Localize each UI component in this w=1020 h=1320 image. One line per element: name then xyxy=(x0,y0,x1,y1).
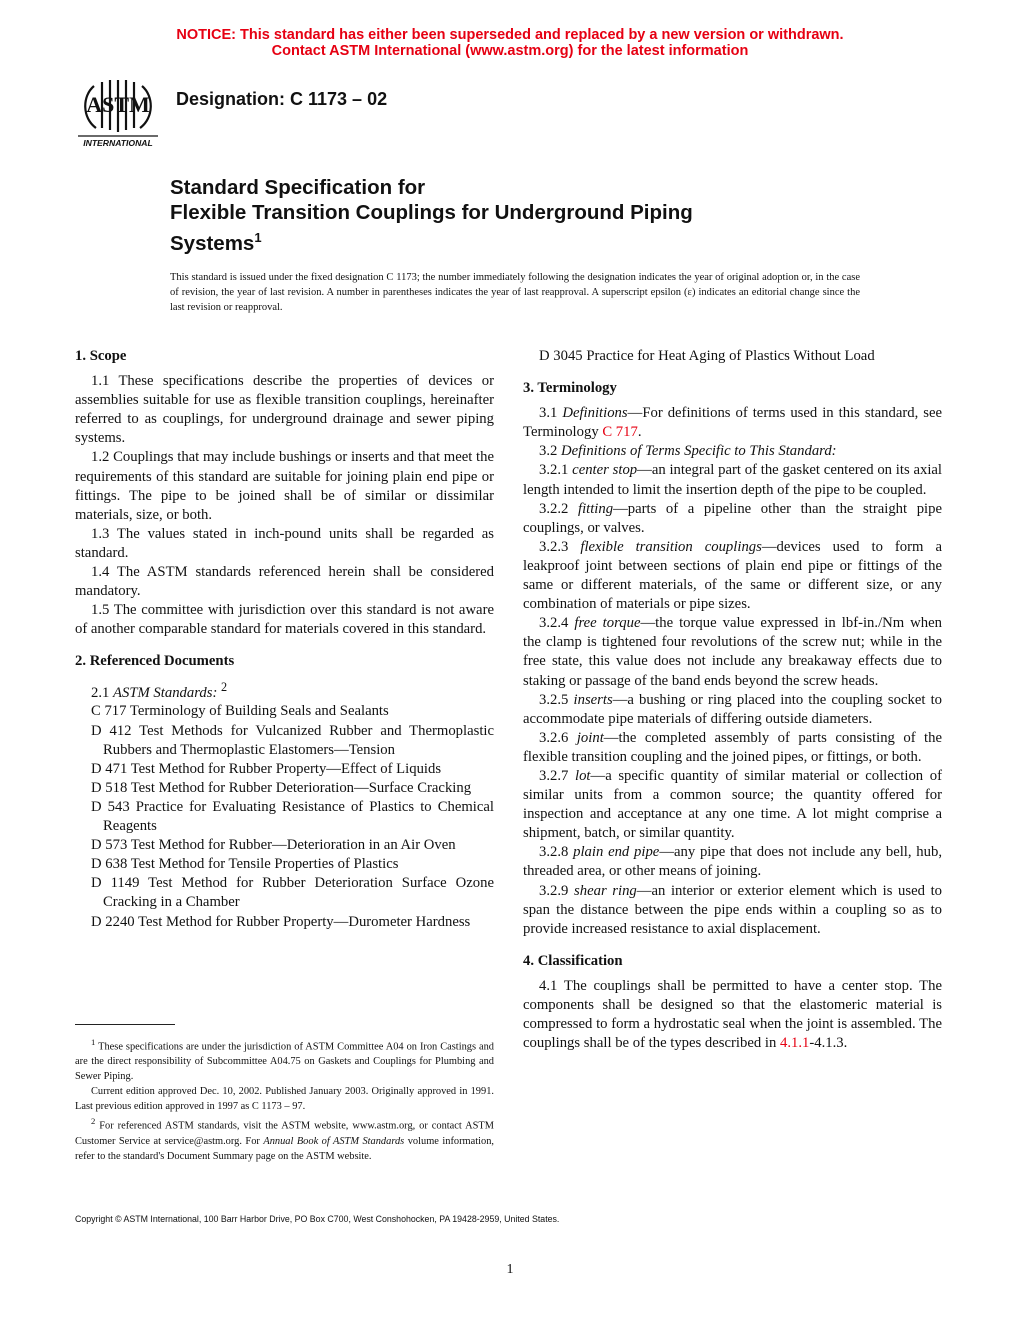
ref-d3045: D 3045 Practice for Heat Aging of Plastics Without Load xyxy=(539,348,875,364)
scope-1-3: 1.3 The values stated in inch-pound units shall be regarded as standard. xyxy=(75,525,494,561)
left-column xyxy=(75,347,494,932)
ref-d1149: D 1149 Test Method for Rubber Deterioration Surface Ozone Cracking in a Chamber xyxy=(91,875,494,911)
scope-1-2: 1.2 Couplings that may include bushings or inserts and that meet the requirements of this standard are suitable for joining plain end pipe or fittings. The pipe to be joined shall be of similar or dissimilar materials, size, or both. xyxy=(75,449,494,523)
ref-d518: D 518 Test Method for Rubber Deterioration—Surface Cracking xyxy=(91,779,472,796)
footnote-1-edition: Current edition approved Dec. 10, 2002. Published January 2003. Originally approved in 1991. Last previous edition approved in 1997 as C 1173 – 97. xyxy=(75,1085,494,1112)
document-title xyxy=(170,175,693,256)
ref-d2240: D 2240 Test Method for Rubber Property—Durometer Hardness xyxy=(91,913,471,930)
def-lot: 3.2.7 lot—a specific quantity of similar material or collection of similar units from a common source; the quantity offered for inspection and acceptance at any one time. A lot might comprise a shipment, batch, or similar quantity. xyxy=(523,767,942,842)
ref-d638: D 638 Test Method for Tensile Properties of Plastics xyxy=(91,856,399,873)
notice-line-2: Contact ASTM International (www.astm.org) for the latest information xyxy=(271,43,749,59)
footnotes xyxy=(75,1035,494,1164)
def-fitting: 3.2.2 fitting—parts of a pipeline other than the straight pipe couplings, or valves. xyxy=(523,500,942,536)
term-3-2: 3.2 Definitions of Terms Specific to This Standard: xyxy=(539,443,837,460)
designation: Designation: C 1173 – 02 xyxy=(176,89,388,109)
astm-logo xyxy=(74,76,162,150)
def-inserts: 3.2.5 inserts—a bushing or ring placed into the coupling socket to accommodate pipe materials of differing outside diameters. xyxy=(523,691,942,727)
def-shear-ring: 3.2.9 shear ring—an interior or exterior element which is used to span the distance between the pipe ends within a coupling so as to provide increased resistance to axial displacement. xyxy=(523,882,943,937)
scope-1-4: 1.4 The ASTM standards referenced herein shall be considered mandatory. xyxy=(75,564,494,600)
link-c717[interactable]: C 717 xyxy=(602,424,638,441)
notice-banner xyxy=(0,27,1020,59)
ref-d543: D 543 Practice for Evaluating Resistance of Plastics to Chemical Reagents xyxy=(91,798,494,835)
scope-1-1: 1.1 These specifications describe the properties of devices or assemblies suitable for use as flexible transition couplings, hereinafter referred to as couplings, for underground drainage and sewer piping systems. xyxy=(75,373,494,447)
def-center-stop: 3.2.1 center stop—an integral part of the gasket centered on its axial length intended to limit the insertion depth of the pipe to be coupled. xyxy=(523,462,942,498)
title-line-1: Standard Specification for xyxy=(170,176,426,199)
ref-d573: D 573 Test Method for Rubber—Deterioration in an Air Oven xyxy=(91,837,456,854)
footnote-1: $^1$ These specifications are under the jurisdiction of ASTM Committee A04 on Iron Castings and are the direct responsibility of Subcommittee A04.75 on Gaskets and Couplings for Plumbing and Sewer Piping. xyxy=(75,1037,494,1083)
def-joint: 3.2.6 joint—the completed assembly of parts consisting of the flexible transition coupling and the joined pipes, or fittings, or both. xyxy=(523,729,943,765)
def-plain-end-pipe: 3.2.8 plain end pipe—any pipe that does not include any bell, hub, threaded area, or other means of joining. xyxy=(523,844,943,880)
term-3-1: 3.1 Definitions—For definitions of terms used in this standard, see Terminology C 717. xyxy=(523,405,943,441)
right-column xyxy=(523,347,942,1053)
title-line-3: Systems$^1$ xyxy=(170,230,262,255)
title-line-2: Flexible Transition Couplings for Underground Piping xyxy=(170,201,693,224)
ref-d412: D 412 Test Methods for Vulcanized Rubber and Thermoplastic Rubbers and Thermoplastic Elastomers—Tension xyxy=(91,722,494,758)
classification-4-1: 4.1 The couplings shall be permitted to have a center stop. The components shall be designed so that the elastomeric material is compressed to form a hydrostatic seal when the joint is assembled. The couplings shall be of the types described in 4.1.1-4.1.3. xyxy=(523,977,942,1052)
def-flexible-transition-couplings: 3.2.3 flexible transition couplings—devices used to form a leakproof joint between sections of plain end pipe or fittings of the same or different materials, of the same or different size, or any combination of materials or pipe sizes. xyxy=(523,538,942,613)
intro-paragraph: This standard is issued under the fixed designation C 1173; the number immediately following the designation indicates the year of original adoption or, in the case of revision, the year of last revision. A number in parentheses indicates the year of last reapproval. A superscript epsilon (ε) indicates an editorial change since the last revision or reapproval. xyxy=(170,272,860,313)
footnote-2: $^2$ For referenced ASTM standards, visit the ASTM website, www.astm.org, or contact ASTM Customer Service at service@astm.org. For Annual Book of ASTM Standards volume information, refer to the standard's Document Summary page on the ASTM website. xyxy=(75,1116,495,1162)
footnote-divider xyxy=(75,1024,175,1025)
ref-c717: C 717 Terminology of Building Seals and Sealants xyxy=(91,703,389,720)
def-free-torque: 3.2.4 free torque—the torque value expressed in lbf-in./Nm when the clamp is tightened four revolutions of the screw nut; while in the free state, this value does not include any breakaway effects due to staking or passage of the band ends beyond the screw heads. xyxy=(523,615,942,689)
ref-d471: D 471 Test Method for Rubber Property—Effect of Liquids xyxy=(91,760,442,777)
logo-international: INTERNATIONAL xyxy=(83,138,153,148)
link-4-1-1[interactable]: 4.1.1 xyxy=(779,1035,810,1052)
scope-heading: 1. Scope xyxy=(75,348,127,364)
refs-heading: 2. Referenced Documents xyxy=(75,653,235,670)
refs-2-1: 2.1 ASTM Standards: $^2$ xyxy=(91,679,228,701)
classification-heading: 4. Classification xyxy=(523,952,623,969)
logo-wordmark: ASTM xyxy=(86,92,150,117)
page-number: 1 xyxy=(506,1262,514,1277)
scope-1-5: 1.5 The committee with jurisdiction over this standard is not aware of another comparable standard for materials covered in this standard. xyxy=(75,602,494,638)
title-footnote-mark: 1 xyxy=(254,230,262,245)
terminology-heading: 3. Terminology xyxy=(523,380,617,397)
notice-line-1: NOTICE: This standard has either been superseded and replaced by a new version or withdrawn. xyxy=(176,27,844,43)
copyright-line: Copyright © ASTM International, 100 Barr Harbor Drive, PO Box C700, West Conshohocken, PA 19428-2959, United States. xyxy=(75,1214,560,1224)
